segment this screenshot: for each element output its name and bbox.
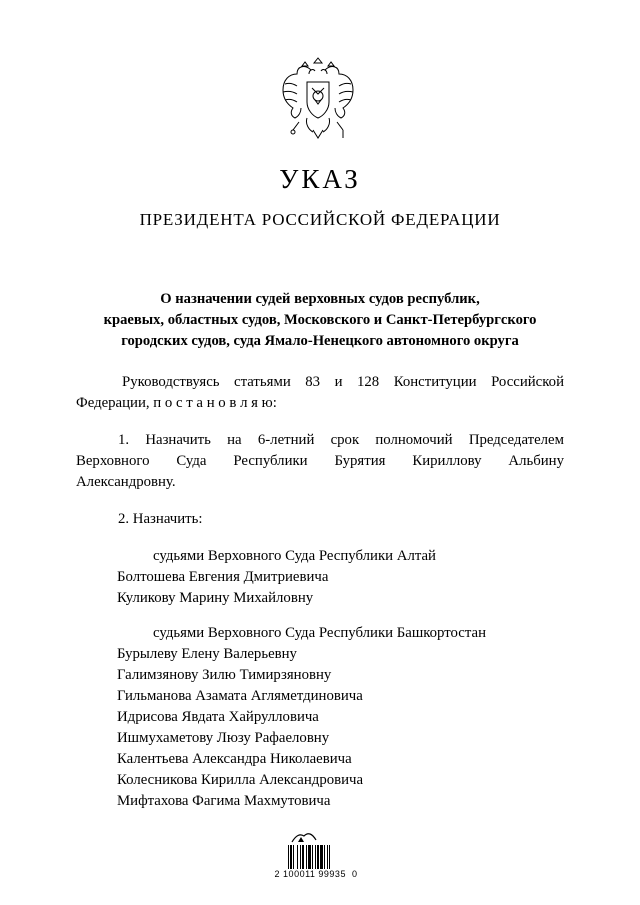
item-2-label: 2. Назначить:	[118, 511, 203, 527]
judges-group-bashkortostan	[117, 623, 486, 812]
barcode-icon	[288, 845, 346, 871]
item-1-paragraph	[76, 430, 564, 493]
judges-group-altai	[117, 546, 436, 609]
preamble-paragraph	[76, 372, 564, 414]
judge-name: Колесникова Кирилла Александровича	[117, 772, 364, 788]
coat-of-arms-emblem	[277, 52, 359, 144]
judge-name: Болтошева Евгения Дмитриевича	[117, 569, 329, 585]
document-title: УКАЗ	[279, 164, 361, 194]
group-title: судьями Верховного Суда Республики Алтай	[153, 548, 436, 564]
paragraph-line: Верховного Суда Республики Бурятия Кириллову Альбину	[76, 453, 564, 469]
heading-line: О назначении судей верховных судов республик,	[160, 291, 480, 307]
barcode-number: 2 100011 99935 0	[274, 869, 358, 879]
heading-line: городских судов, суда Ямало-Ненецкого автономного округа	[121, 333, 519, 349]
judge-name: Ишмухаметову Люзу Рафаеловну	[117, 730, 330, 746]
paragraph-line: Федерации, п о с т а н о в л я ю:	[76, 395, 277, 411]
paragraph-line: Руководствуясь статьями 83 и 128 Конституции Российской	[122, 374, 564, 390]
paragraph-line: 1. Назначить на 6-летний срок полномочий Председателем	[118, 432, 564, 448]
judge-name: Куликову Марину Михайловну	[117, 590, 314, 606]
judge-name: Мифтахова Фагима Махмутовича	[117, 793, 331, 809]
judge-name: Гильманова Азамата Агляметдиновича	[117, 688, 363, 704]
judge-name: Идрисова Явдата Хайрулловича	[117, 709, 319, 725]
paragraph-line: Александровну.	[76, 474, 176, 490]
judge-name: Галимзянову Зилю Тимирзяновну	[117, 667, 332, 683]
group-title: судьями Верховного Суда Республики Башкортостан	[153, 625, 487, 641]
document-subtitle: ПРЕЗИДЕНТА РОССИЙСКОЙ ФЕДЕРАЦИИ	[139, 210, 501, 229]
printing-house-mark-icon	[290, 830, 318, 844]
judge-name: Калентьева Александра Николаевича	[117, 751, 352, 767]
judge-name: Бурылеву Елену Валерьевну	[117, 646, 297, 662]
decree-heading	[70, 289, 570, 352]
heading-line: краевых, областных судов, Московского и Санкт-Петербургского	[103, 312, 537, 328]
